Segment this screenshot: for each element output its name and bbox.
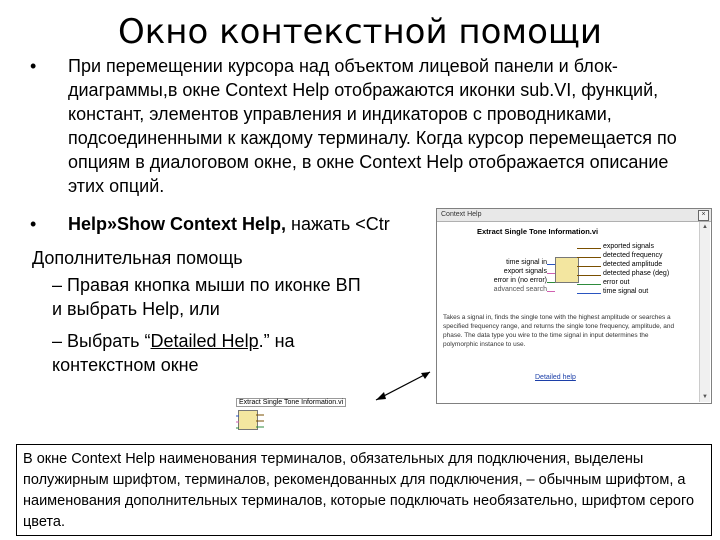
- output-terminal: exported signals: [603, 243, 654, 250]
- output-wire: [577, 266, 601, 267]
- close-icon[interactable]: ×: [698, 210, 709, 221]
- sub2-pre: – Выбрать “: [52, 331, 151, 351]
- vi-title: Extract Single Tone Information.vi: [477, 227, 599, 236]
- input-wire: [547, 282, 555, 283]
- sub-item-right-click: – Правая кнопка мыши по иконке ВП и выбрать Help, или: [52, 275, 361, 319]
- context-help-titlebar[interactable]: [437, 209, 711, 222]
- scroll-up-icon[interactable]: ▲: [702, 224, 708, 230]
- output-wire: [577, 284, 601, 285]
- vi-connector-icon: [555, 257, 579, 283]
- vi-node-label: Extract Single Tone Information.vi: [236, 398, 346, 407]
- output-terminal: time signal out: [603, 288, 649, 295]
- vi-node[interactable]: [236, 398, 372, 438]
- bullet-text: При перемещении курсора над объектом лицевой панели и блок-диаграммы,в окне Context Help отображаются иконки sub.VI, функций, констант, элементов управления и индикаторов с проводниками, подсоединенными к каждому терминалу. Когда курсор перемещается по опциям в диалоговом окне, в окне Context Help отображается описание этих опций.: [68, 56, 677, 196]
- input-terminal: advanced search: [493, 286, 547, 293]
- input-wire: [547, 273, 555, 274]
- output-wire: [577, 275, 601, 276]
- input-terminal: time signal in: [506, 259, 547, 266]
- slide-title: Окно контекстной помощи: [117, 12, 602, 52]
- vi-description: Takes a signal in, finds the single tone with the highest amplitude or searches a specified frequency range, and returns the single tone frequency, amplitude, and phase. The data type you wire to the time signal in input determines the polymorphic instance to use.: [443, 314, 675, 348]
- output-wire: [577, 293, 601, 294]
- output-terminal: detected amplitude: [603, 261, 663, 268]
- bullet-marker: •: [30, 214, 37, 234]
- sub2-post: .” на контекстном окне: [52, 331, 295, 375]
- sub-item-detailed-help: [52, 329, 372, 377]
- vi-node-wires: [236, 410, 266, 436]
- scroll-down-icon[interactable]: ▼: [702, 394, 708, 400]
- sub-heading: Дополнительная помощь: [32, 248, 243, 268]
- input-wire: [547, 291, 555, 292]
- vertical-scrollbar[interactable]: [699, 222, 710, 402]
- detailed-help-text: Detailed Help: [150, 331, 259, 351]
- menu-path: Help»Show Context Help,: [68, 214, 287, 234]
- detailed-help-link[interactable]: Detailed help: [535, 374, 576, 381]
- input-wire: [547, 264, 555, 265]
- bullet-marker: •: [30, 56, 37, 76]
- input-terminal: error in (no error): [493, 277, 547, 284]
- context-help-title: Context Help: [441, 211, 482, 218]
- note-box: В окне Context Help наименования терминалов, обязательных для подключения, выделены полужирным шрифтом, терминалов, рекомендованных для подключения, – обычным шрифтом, а наименования дополнительных терминалов, которые подключать необязательно, шрифтом серого цвета.: [16, 444, 712, 536]
- output-terminal: detected frequency: [603, 252, 663, 259]
- output-terminal: detected phase (deg): [603, 270, 670, 277]
- shortcut-hint: нажать <Ctr: [286, 214, 390, 234]
- bullet-context-help-description: [0, 54, 720, 204]
- output-terminal: error out: [603, 279, 630, 286]
- output-wire: [577, 257, 601, 258]
- input-terminal: export signals: [503, 268, 547, 275]
- context-help-window[interactable]: [436, 208, 712, 404]
- output-wire: [577, 248, 601, 249]
